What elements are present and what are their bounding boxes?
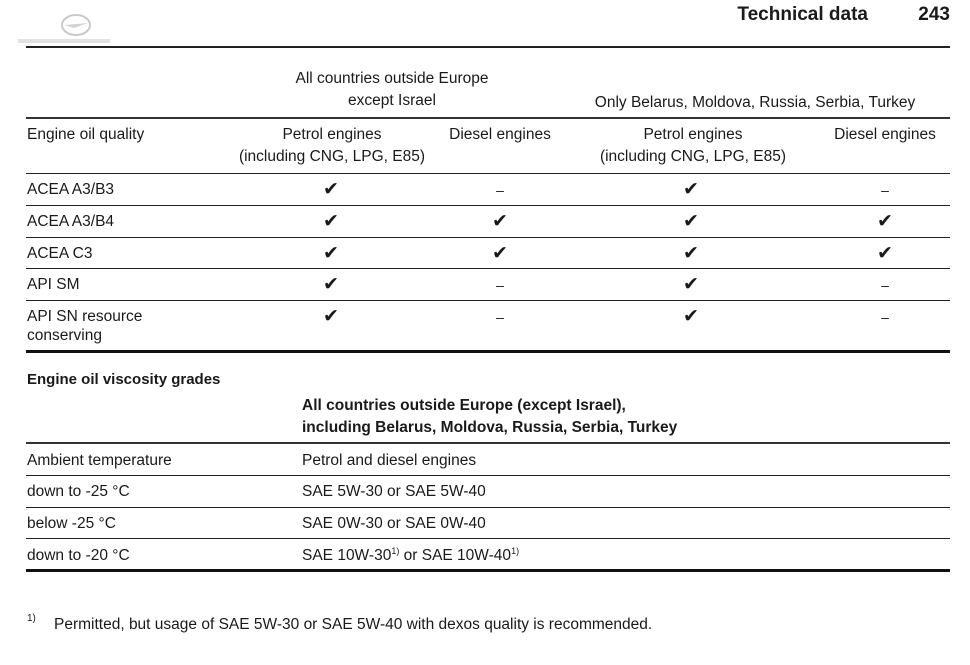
viscosity-title: Engine oil viscosity grades [27,371,221,388]
table-rule [26,300,950,301]
table-rule [26,507,950,508]
dash-mark: – [496,277,504,293]
dash-mark: – [881,309,889,325]
dash-mark: – [496,309,504,325]
column-header-petrol-2: Petrol engines (including CNG, LPG, E85) [599,126,787,165]
value-text: or SAE 10W-40 [399,547,512,564]
footnote-ref: 1) [511,546,520,556]
row-label: ACEA C3 [27,245,93,262]
table-rule [26,237,950,238]
check-mark: ✔ [683,179,699,200]
check-mark: ✔ [323,274,339,295]
page-number: 243 [918,4,950,25]
column-header-ambient-temperature: Ambient temperature [27,452,172,469]
check-mark: ✔ [877,211,893,232]
table-rule [26,442,950,444]
row-value: SAE 5W-30 or SAE 5W-40 [302,483,486,500]
row-label: ACEA A3/B3 [27,181,115,198]
check-mark: ✔ [492,211,508,232]
check-mark: ✔ [877,243,893,264]
row-label: ACEA A3/B4 [27,213,115,230]
check-mark: ✔ [323,179,339,200]
check-mark: ✔ [323,211,339,232]
column-header-diesel-2: Diesel engines [834,126,936,143]
row-value [302,545,519,567]
dash-mark: – [881,182,889,198]
table-rule [26,205,950,206]
table-bottom-rule [26,569,950,572]
table-rule [26,268,950,269]
footnote-ref: 1) [391,546,400,556]
footnote-text: Permitted, but usage of SAE 5W-30 or SAE 5W-40 with dexos quality is recommended. [54,616,653,633]
check-mark: ✔ [323,306,339,327]
check-mark: ✔ [683,211,699,232]
check-mark: ✔ [683,306,699,327]
table-rule [26,475,950,476]
check-mark: ✔ [492,243,508,264]
header-rule [26,46,950,48]
table-rule [26,538,950,539]
check-mark: ✔ [683,274,699,295]
column-header-diesel-1: Diesel engines [449,126,551,143]
check-mark: ✔ [683,243,699,264]
row-label: down to -25 °C [27,483,130,500]
table-rule [26,173,950,174]
row-label: API SN resource conserving [27,308,143,344]
column-header-petrol-1: Petrol engines (including CNG, LPG, E85) [238,126,426,165]
row-label: below -25 °C [27,515,116,532]
table-rule [26,117,950,119]
value-text: SAE 10W-30 [302,547,392,564]
row-value: SAE 0W-30 or SAE 0W-40 [302,515,486,532]
table-bottom-rule [26,350,950,353]
footnote-marker: 1) [27,613,36,624]
viscosity-group-header: All countries outside Europe (except Israel), including Belarus, Moldova, Russia, Serbia, Turkey [302,397,678,436]
dash-mark: – [496,182,504,198]
column-header-oil-quality: Engine oil quality [27,126,145,143]
section-title: Technical data [737,4,868,25]
dash-mark: – [881,277,889,293]
brand-logo [14,10,114,48]
row-label: down to -20 °C [27,547,130,564]
row-label: API SM [27,276,80,293]
check-mark: ✔ [323,243,339,264]
group-header-belarus-group: Only Belarus, Moldova, Russia, Serbia, Turkey [594,94,916,111]
group-header-outside-europe: All countries outside Europe except Israel [295,70,489,109]
column-header-engines: Petrol and diesel engines [302,452,477,469]
